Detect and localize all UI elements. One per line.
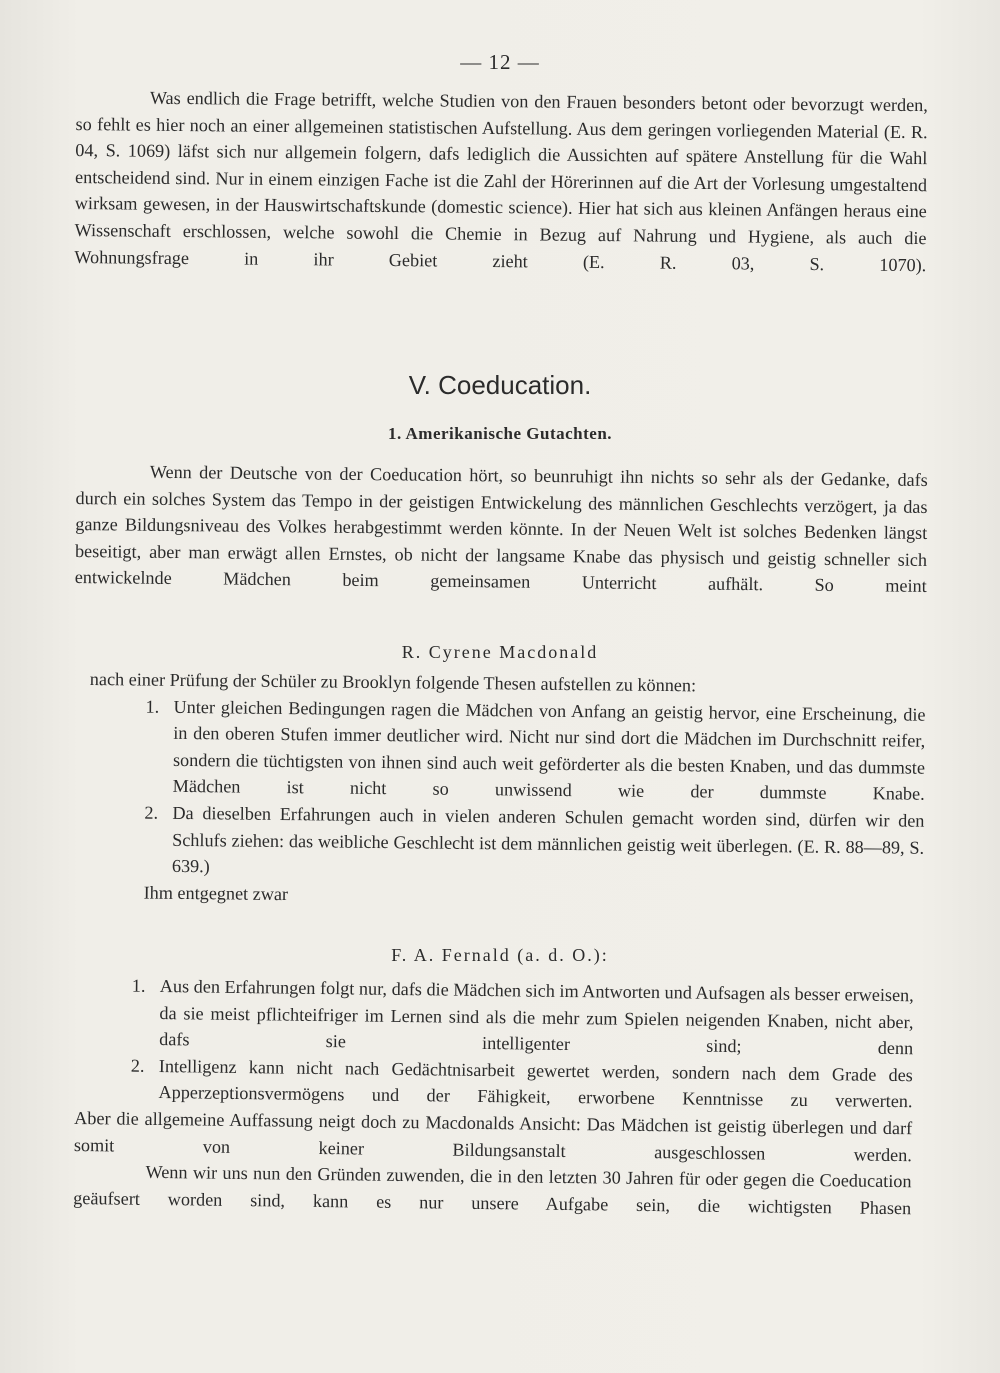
list-item-number: 2. <box>144 802 159 823</box>
list-item <box>89 693 926 808</box>
subsection-title: 1. Amerikanische Gutachten. <box>387 424 613 443</box>
author-1-heading: R. Cyrene Macdonald <box>401 642 599 662</box>
paragraph-2-block <box>75 458 928 600</box>
theses-2-list <box>74 972 914 1115</box>
list-item-text: Unter gleichen Bedingungen ragen die Mädchen von Anfang an geistig hervor, eine Erscheinung, die in den oberen Stufen immer deutlicher wird. Nicht nur sind dort die Mädchen im Durchschnitt reifer, sondern die tüchtigsten von ihnen sind auch weit geförderter als die besten Knaben, und das dummste Mädchen ist nicht so unwissend wie der dummste Knabe. <box>172 696 926 805</box>
list-item-text: Aus den Erfahrungen folgt nur, dafs die Mädchen sich im Antworten und Aufsagen als besser erweisen, da sie meist pflichteifriger im Lernen sind als die mehr zum Spielen neigenden Knaben, nicht aber, dafs sie intelligenter sind; denn <box>159 976 914 1059</box>
paragraph-2: Wenn der Deutsche von der Coeducation hört, so beunruhigt ihn nichts so sehr als der Gedanke, dafs durch ein solches System das Tempo in der geistigen Entwickelung des männlichen Geschlechts verzögert, ja das ganze Bildungsniveau des Volkes herabgestimmt werden könnte. In der Neuen Welt ist solches Bedenken längst beseitigt, aber man erwägt allen Ernstes, ob nicht der langsame Knabe das physisch und geistig schneller sich entwickelnde Mädchen beim gemeinsamen Unterricht aufhält. So meint <box>74 461 928 597</box>
final-paragraph: Wenn wir uns nun den Gründen zuwenden, die in den letzten 30 Jahren für oder gegen die Coeducation geäufsert worden sind, kann es nur unsere Aufgabe sein, die wichtigsten Phasen <box>73 1162 912 1218</box>
list-item <box>88 799 925 888</box>
list-item-number: 1. <box>145 696 160 717</box>
intro-paragraph: Was endlich die Frage betrifft, welche Studien von den Frauen besonders betont oder bevorzugt werden, so fehlt es hier noch an einer allgemeinen statistischen Aufstellung. Aus dem geringen vorliegenden Material (E. R. 04, S. 1069) läfst sich nur allgemein folgern, dafs lediglich die Aussichten auf spätere Anstellung für die Wahl entscheidend sind. Nur in einem einzigen Fache ist die Zahl der Hörerinnen auf die Art der Vorlesung umgestaltend wirksam gewesen, in der Hauswirtschaftskunde (domestic science). Hier hat sich aus kleinen Anfängen heraus eine Wissenschaft erschlossen, welche sowohl die Chemie in Bezug auf Nahrung und Hygiene, als auch die Wohnungsfrage in ihr Gebiet zieht (E. R. 03, S. 1070). <box>74 87 928 275</box>
list-item-number: 1. <box>131 975 146 996</box>
theses-1-list <box>88 693 926 888</box>
list-item <box>75 972 914 1062</box>
section-title: V. Coeducation. <box>408 370 592 400</box>
author-2-heading: F. A. Fernald (a. d. O.): <box>391 945 609 965</box>
author-1-intro: nach einer Prüfung der Schüler zu Brooklyn folgende Thesen aufstellen zu können: <box>89 668 697 696</box>
page-number: — 12 — <box>460 50 540 74</box>
intro-paragraph-block <box>74 84 928 278</box>
theses-2-block <box>73 972 914 1222</box>
conclusion-paragraph: Aber die allgemeine Auffassung neigt doch zu Macdonalds Ansicht: Das Mädchen ist geistig überlegen und darf somit von keiner Bildungsanstalt ausgeschlossen werden. <box>73 1107 913 1165</box>
theses-1-block <box>87 666 925 914</box>
list-item <box>74 1052 913 1115</box>
rebuttal-intro: Ihm entgegnet zwar <box>143 882 289 904</box>
list-item-number: 2. <box>130 1055 145 1076</box>
list-item-text: Da dieselben Erfahrungen auch in vielen anderen Schulen gemacht worden sind, dürfen wir den Schlufs ziehen: das weibliche Geschlecht ist dem männlichen geistig weit überlegen. (E. R. 88—89, S. 639.) <box>171 802 925 877</box>
list-item-text: Intelligenz kann nicht nach Gedächtnisarbeit gewertet werden, sondern nach dem Grade des Apperzeptionsvermögens und der Fähigkeit, erworbene Kenntnisse zu verwerten. <box>158 1055 913 1112</box>
